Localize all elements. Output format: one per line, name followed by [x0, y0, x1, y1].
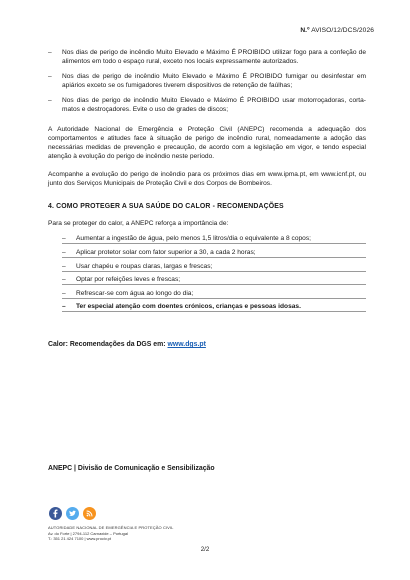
- fire-rule-item: [48, 72, 366, 90]
- fire-rule-text: Nos dias de perigo de incêndio Muito Elevado e Máximo É PROIBIDO usar motorroçadoras, corta-matos e destroçadores. Evite o uso de grades de discos;: [62, 97, 366, 114]
- bullet-dash: –: [48, 97, 52, 105]
- bullet-dash: –: [62, 248, 66, 256]
- reference-value: AVISO/12/DCS/2026: [311, 27, 374, 34]
- social-links: [49, 507, 96, 520]
- fire-rule-text: Nos dias de perigo de incêndio Muito Elevado e Máximo É PROIBIDO utilizar fogo para a confeção de alimentos em todo o espaço rural, exceto nos locais expressamente autorizados.: [62, 49, 366, 66]
- recommendation-item: [62, 262, 366, 275]
- bullet-dash: –: [62, 276, 66, 284]
- facebook-icon[interactable]: [49, 507, 62, 520]
- forecast-paragraph: Acompanhe a evolução do perigo de incêndio para os próximos dias em www.ipma.pt, em www.icnf.pt, ou junto dos Serviços Municipais de Proteção Civil e dos Corpos de Bombeiros.: [48, 170, 366, 188]
- document-reference: [300, 27, 374, 34]
- bullet-dash: –: [62, 235, 66, 243]
- bullet-dash: –: [62, 289, 66, 297]
- recommendation-item: [62, 302, 366, 315]
- reference-label: N.º: [300, 27, 310, 34]
- dgs-link[interactable]: www.dgs.pt: [167, 341, 206, 349]
- recommendation-item: [62, 289, 366, 302]
- fire-rule-item: [48, 96, 366, 114]
- document-body: [48, 48, 366, 349]
- recommendation-item: [62, 248, 366, 261]
- twitter-icon[interactable]: [66, 507, 79, 520]
- section-heading: 4. COMO PROTEGER A SUA SAÚDE DO CALOR - RECOMENDAÇÕES: [48, 203, 284, 211]
- organization-address: Av. do Forte | 2794-112 Carnaxide – Portugal: [48, 530, 128, 536]
- recommendation-text: Usar chapéu e roupas claras, largas e frescas;: [76, 262, 213, 270]
- recommendation-item: [62, 234, 366, 247]
- page-number: 2/2: [200, 546, 210, 553]
- bullet-dash: –: [62, 262, 66, 270]
- recommendation-item: [62, 275, 366, 288]
- recommendation-text: Refrescar-se com água ao longo do dia;: [76, 289, 194, 297]
- dgs-recommendations-line: [48, 340, 366, 349]
- dgs-label: Calor: Recomendações da DGS em:: [48, 341, 166, 349]
- bullet-dash: –: [48, 73, 52, 81]
- bullet-dash: –: [62, 303, 66, 311]
- rss-icon[interactable]: [83, 507, 96, 520]
- fire-rule-item: [48, 48, 366, 66]
- organization-block: [48, 525, 173, 542]
- organization-name: AUTORIDADE NACIONAL DE EMERGÊNCIA E PROTEÇÃO CIVIL: [48, 525, 174, 530]
- section-intro: Para se proteger do calor, a ANEPC reforça a importância de:: [48, 220, 229, 228]
- anepc-recommendation-paragraph: A Autoridade Nacional de Emergência e Proteção Civil (ANEPC) recomenda a adequação dos comportamentos e atitudes face à situação de perigo de incêndio rural, nomeadamente a adoção das necessárias medidas de prevenção e precaução, de acordo com a legislação em vigor, e tendo especial atenção à evolução do perigo de incêndio neste período.: [48, 125, 366, 160]
- bullet-dash: –: [48, 49, 52, 56]
- recommendation-text: Aumentar a ingestão de água, pelo menos 1,5 litros/dia o equivalente a 8 copos;: [76, 235, 311, 243]
- organization-contact: T.: 351 21 424 7100 | www.prociv.pt: [48, 536, 112, 542]
- fire-rule-text: Nos dias de perigo de incêndio Muito Elevado e Máximo É PROIBIDO fumigar ou desinfestar em apiários exceto se os fumigadores tiverem dispositivos de retenção de faúlhas;: [62, 73, 366, 90]
- heat-recommendations-list: [62, 234, 366, 312]
- recommendation-text: Ter especial atenção com doentes crónicos, crianças e pessoas idosas.: [76, 303, 301, 311]
- division-signature: ANEPC | Divisão de Comunicação e Sensibilização: [48, 465, 215, 472]
- recommendation-text: Aplicar protetor solar com fator superior a 30, a cada 2 horas;: [76, 248, 256, 256]
- recommendation-text: Optar por refeições leves e frescas;: [76, 276, 181, 284]
